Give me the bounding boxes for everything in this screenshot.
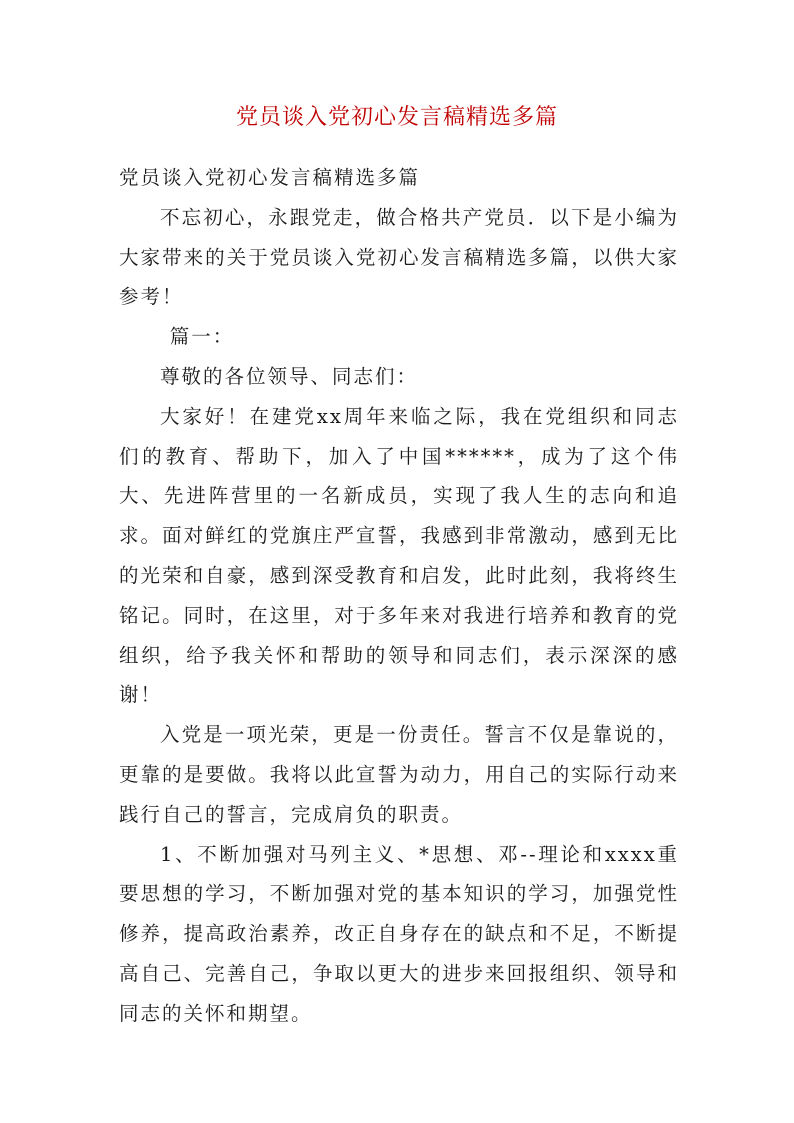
document-body (119, 158, 679, 1034)
list-item-1-paragraph: 1、不断加强对马列主义、*思想、邓--理论和xxxx重要思想的学习，不断加强对党的基本知识的学习，加强党性修养，提高政治素养，改正自身存在的缺点和不足，不断提高自己、完善自己，争取以更大的进步来回报组织、领导和同志的关怀和期望。 (119, 842, 679, 1025)
intro-paragraph: 不忘初心，永跟党走，做合格共产党员．以下是小编为大家带来的关于党员谈入党初心发言稿精选多篇，以供大家参考！ (119, 205, 679, 309)
document-title: 党员谈入党初心发言稿精选多篇 (235, 105, 558, 130)
responsibility-paragraph: 入党是一项光荣，更是一份责任。誓言不仅是靠说的，更靠的是要做。我将以此宣誓为动力，用自己的实际行动来践行自己的誓言，完成肩负的职责。 (119, 723, 679, 826)
greeting-paragraph: 大家好！在建党xx周年来临之际，我在党组织和同志们的教育、帮助下，加入了中国******，成为了这个伟大、先进阵营里的一名新成员，实现了我人生的志向和追求。面对鲜红的党旗庄严宣誓，我感到非常激动，感到无比的光荣和自豪，感到深受教育和启发，此时此刻，我将终生铭记。同时，在这里，对于多年来对我进行培养和教育的党组织，给予我关怀和帮助的领导和同志们，表示深深的感谢！ (119, 404, 679, 707)
subtitle-paragraph: 党员谈入党初心发言稿精选多篇 (119, 166, 421, 189)
salutation-paragraph: 尊敬的各位领导、同志们： (159, 364, 418, 388)
section-heading: 篇一： (169, 325, 235, 349)
